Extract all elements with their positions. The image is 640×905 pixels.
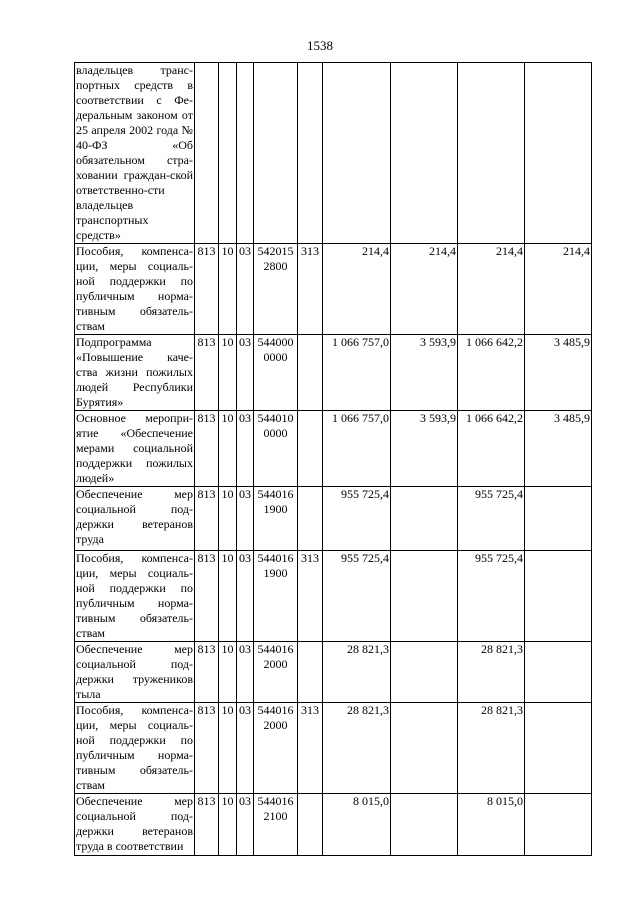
row-name: владельцев транс-портных средств в соответствии с Фе-деральным законом от 25 апреля 2002 года № 40-ФЗ «Об обязательном стра-ховании граждан-ской ответственно-сти владельцев транспортных средств» [76,63,193,242]
row-name: Основное меропри-ятие «Обеспечение мерами социальной поддержки пожилых людей» [76,411,193,485]
value-4 [525,642,592,703]
ministry-code: 813 [195,244,219,335]
value-3: 955 725,4 [458,551,525,642]
value-3 [458,63,525,244]
expense-type-code: 313 [298,244,323,335]
value-3: 28 821,3 [458,642,525,703]
expense-type-code [298,642,323,703]
value-1: 8 015,0 [323,794,391,856]
value-2: 214,4 [391,244,458,335]
expense-type-code [298,335,323,411]
table-row [75,642,592,703]
table-row [75,63,592,244]
section-code: 10 [219,335,237,411]
budget-table [74,62,592,856]
ministry-code: 813 [195,551,219,642]
value-4 [525,487,592,551]
table-row [75,487,592,551]
value-1: 28 821,3 [323,642,391,703]
ministry-code [195,63,219,244]
value-4 [525,63,592,244]
row-name: Обеспечение мер социальной под-держки тружеников тыла [76,642,193,701]
value-4 [525,794,592,856]
row-name: Пособия, компенса-ции, меры социаль-ной поддержки по публичным норма-тивным обязатель-ствам [76,244,193,333]
value-2 [391,794,458,856]
value-2 [391,703,458,794]
value-2 [391,551,458,642]
section-code: 10 [219,411,237,487]
table-row [75,551,592,642]
section-code: 10 [219,487,237,551]
value-4 [525,703,592,794]
value-3: 1 066 642,2 [458,335,525,411]
table-row [75,703,592,794]
expense-type-code [298,794,323,856]
value-1: 955 725,4 [323,551,391,642]
expense-type-code: 313 [298,703,323,794]
target-code: 544016 1900 [254,487,298,551]
expense-type-code [298,487,323,551]
ministry-code: 813 [195,487,219,551]
row-name: Пособия, компенса-ции, меры социаль-ной поддержки по публичным норма-тивным обязатель-ствам [76,703,193,792]
subsection-code: 03 [237,244,254,335]
section-code: 10 [219,551,237,642]
row-name: Пособия, компенса-ции, меры социаль-ной поддержки по публичным норма-тивным обязатель-ствам [76,551,193,640]
target-code: 544016 2100 [254,794,298,856]
section-code [219,63,237,244]
expense-type-code: 313 [298,551,323,642]
expense-type-code [298,411,323,487]
ministry-code: 813 [195,703,219,794]
target-code: 544010 0000 [254,411,298,487]
row-name: Подпрограмма «Повышение каче-ства жизни пожилых людей Республики Бурятия» [76,335,193,409]
target-code: 542015 2800 [254,244,298,335]
page-number: 1538 [307,38,333,53]
subsection-code: 03 [237,335,254,411]
subsection-code [237,63,254,244]
section-code: 10 [219,794,237,856]
subsection-code: 03 [237,411,254,487]
value-4: 214,4 [525,244,592,335]
value-1: 1 066 757,0 [323,411,391,487]
value-2: 3 593,9 [391,411,458,487]
ministry-code: 813 [195,794,219,856]
value-3: 1 066 642,2 [458,411,525,487]
ministry-code: 813 [195,642,219,703]
value-1: 1 066 757,0 [323,335,391,411]
target-code: 544016 2000 [254,703,298,794]
target-code: 544016 2000 [254,642,298,703]
value-1: 955 725,4 [323,487,391,551]
value-3: 28 821,3 [458,703,525,794]
value-4: 3 485,9 [525,335,592,411]
table-row [75,794,592,856]
table-row [75,335,592,411]
value-3: 955 725,4 [458,487,525,551]
table-row [75,411,592,487]
subsection-code: 03 [237,487,254,551]
row-name: Обеспечение мер социальной под-держки ветеранов труда в соответствии [75,794,195,856]
row-name: Обеспечение мер социальной под-держки ветеранов труда [75,487,195,551]
value-1 [323,63,391,244]
value-1: 28 821,3 [323,703,391,794]
value-4 [525,551,592,642]
subsection-code: 03 [237,551,254,642]
expense-type-code [298,63,323,244]
section-code: 10 [219,244,237,335]
value-4: 3 485,9 [525,411,592,487]
value-1: 214,4 [323,244,391,335]
value-3: 8 015,0 [458,794,525,856]
section-code: 10 [219,642,237,703]
section-code: 10 [219,703,237,794]
value-2 [391,487,458,551]
subsection-code: 03 [237,642,254,703]
value-2 [391,63,458,244]
subsection-code: 03 [237,794,254,856]
value-3: 214,4 [458,244,525,335]
table-row [75,244,592,335]
value-2: 3 593,9 [391,335,458,411]
ministry-code: 813 [195,335,219,411]
target-code [254,63,298,244]
value-2 [391,642,458,703]
subsection-code: 03 [237,703,254,794]
ministry-code: 813 [195,411,219,487]
target-code: 544000 0000 [254,335,298,411]
target-code: 544016 1900 [254,551,298,642]
